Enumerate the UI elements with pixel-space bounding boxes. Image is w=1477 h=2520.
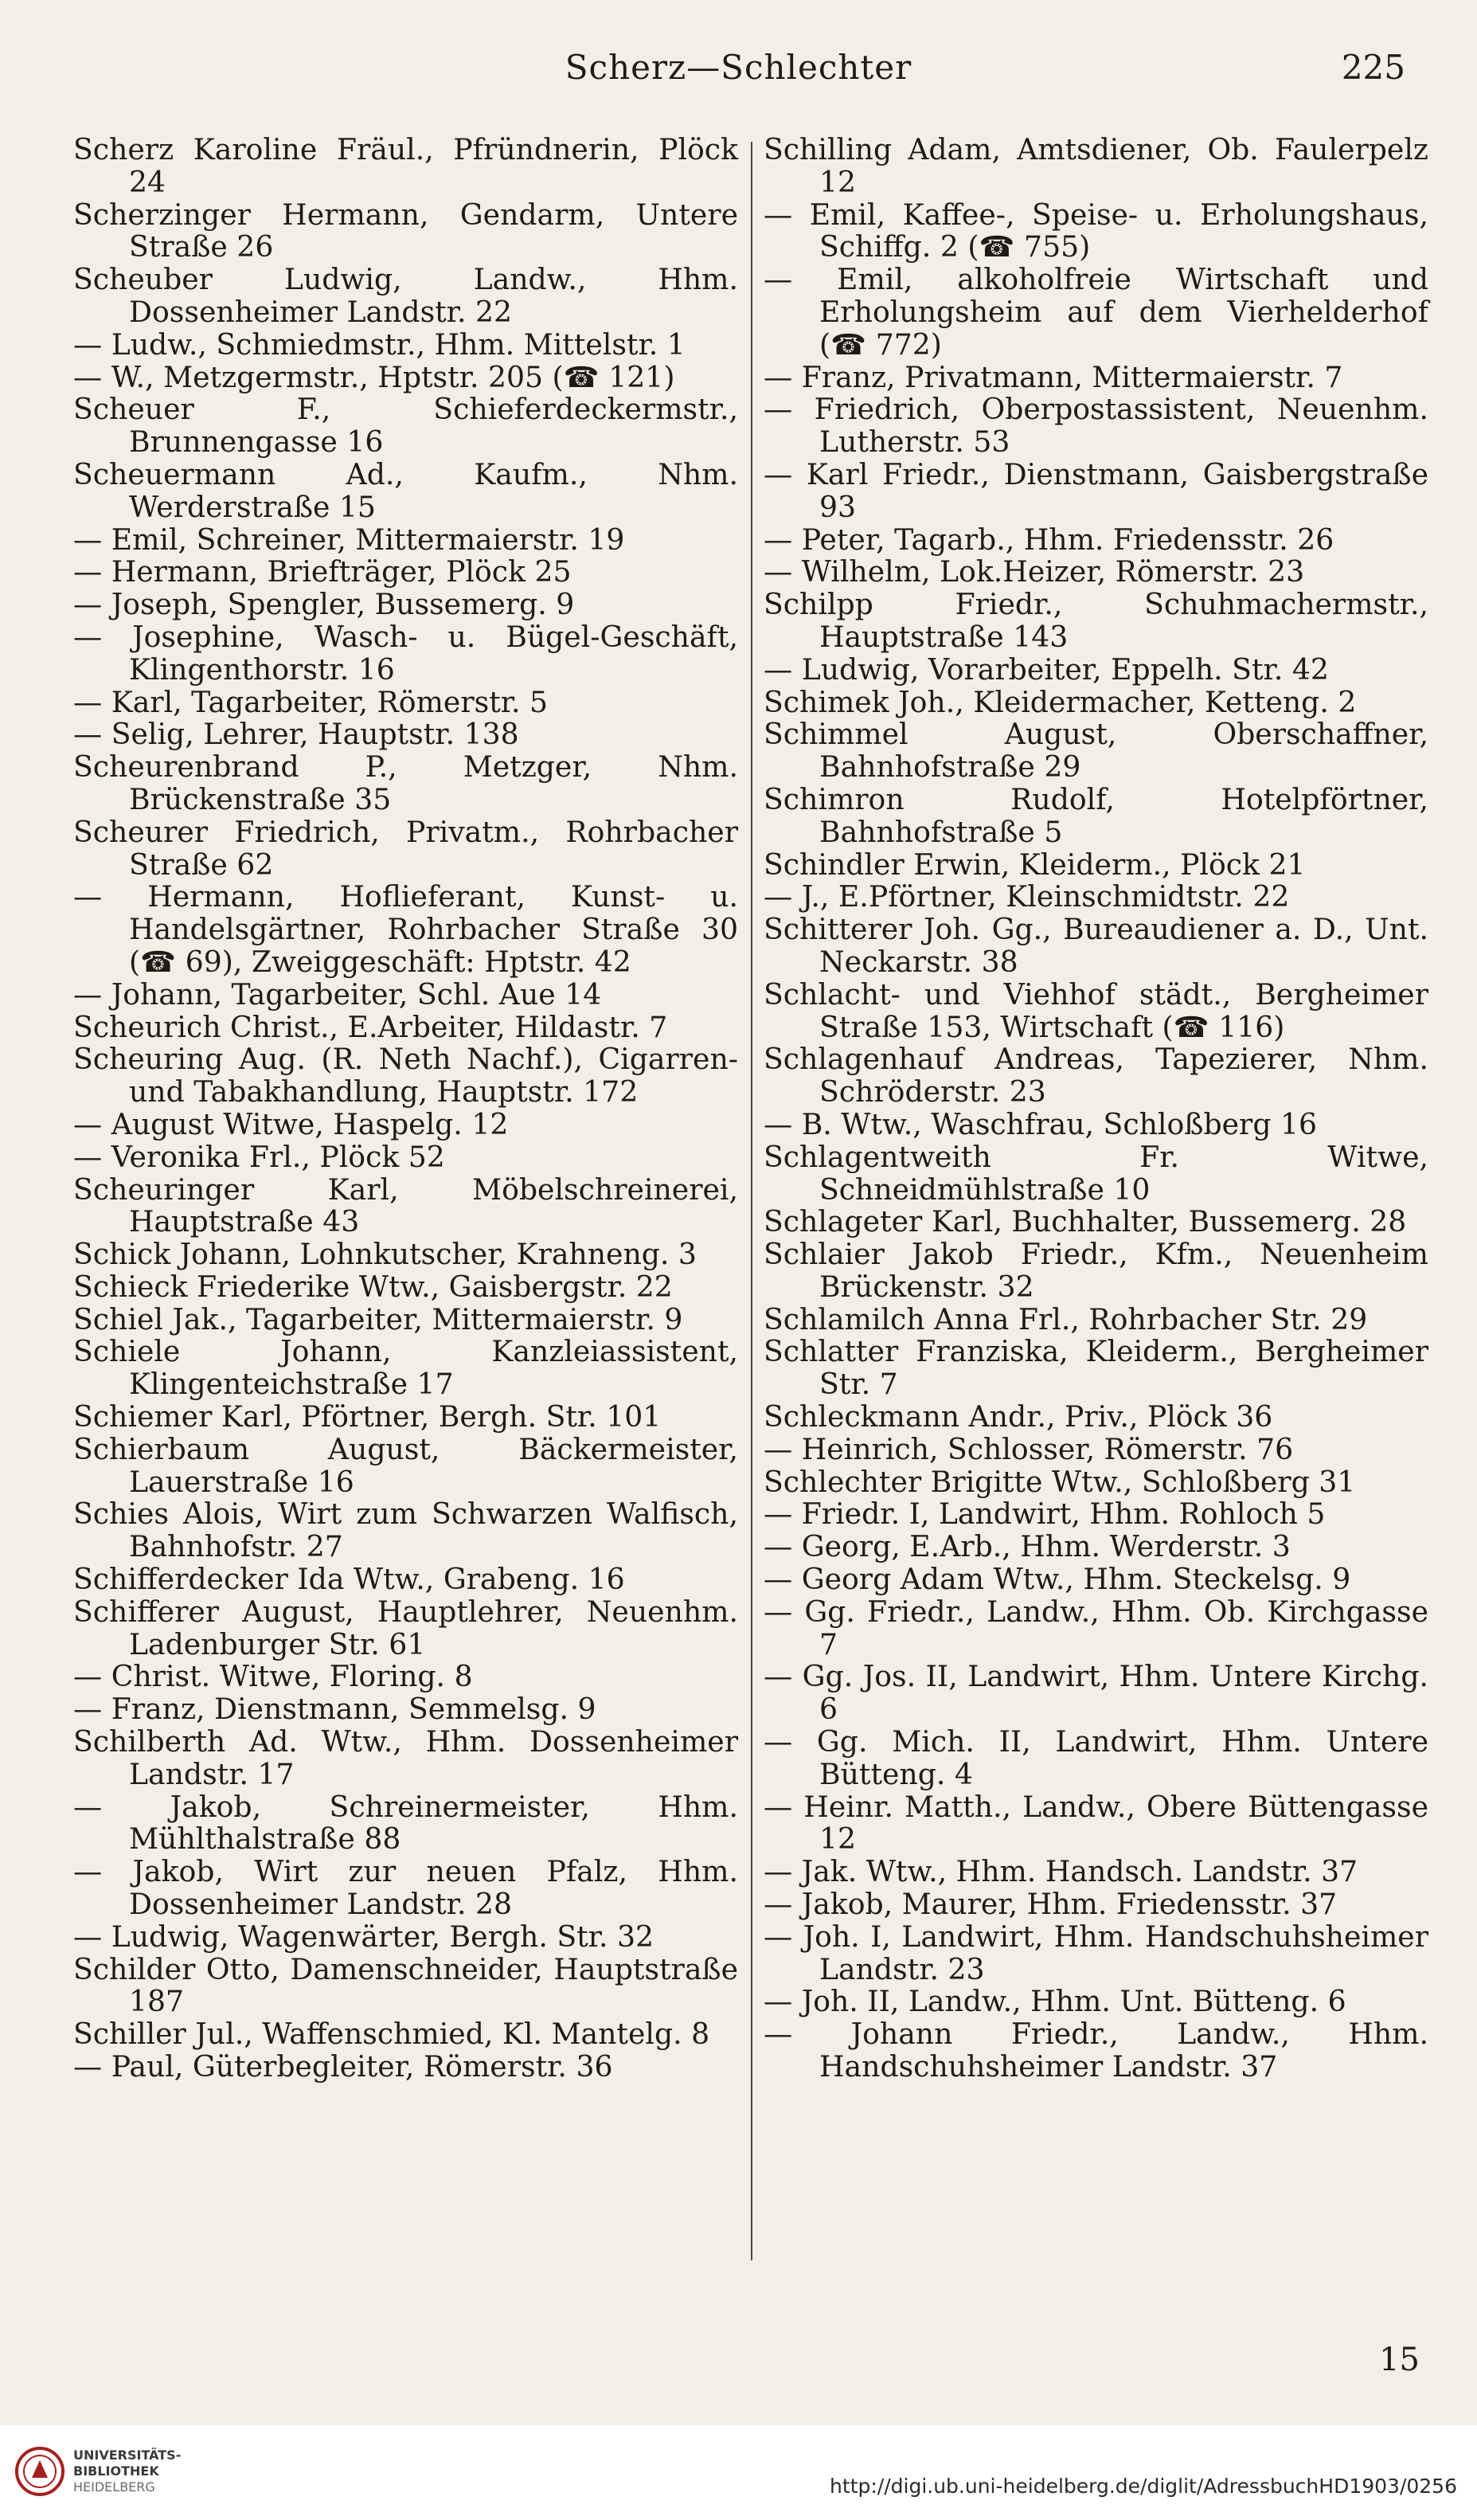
directory-entry: — Christ. Witwe, Floring. 8 <box>73 1659 473 1694</box>
logo-line-2: BIBLIOTHEK <box>73 2463 159 2479</box>
directory-entry: Scheurich Christ., E.Arbeiter, Hildastr. 7 <box>73 1009 668 1044</box>
directory-entry: Schiel Jak., Tagarbeiter, Mittermaierstr. 9 <box>73 1301 683 1336</box>
directory-entry: — Gg. Mich. II, Landwirt, Hhm. Untere Bütteng. 4 <box>764 1724 1428 1791</box>
directory-entry: — Emil, alkoholfreie Wirtschaft und Erholungsheim auf dem Vierhelderhof (☎ 772) <box>764 262 1428 362</box>
directory-entry: Schimmel August, Oberschaffner, Bahnhofstraße 29 <box>764 717 1428 785</box>
directory-entry: — B. Wtw., Waschfrau, Schloßberg 16 <box>764 1106 1318 1141</box>
directory-entry: Schitterer Joh. Gg., Bureaudiener a. D., Unt. Neckarstr. 38 <box>764 912 1428 979</box>
directory-entry: Schiele Johann, Kanzleiassistent, Klingenteichstraße 17 <box>73 1334 738 1402</box>
directory-entry: Scheurenbrand P., Metzger, Nhm. Brückenstraße 35 <box>73 749 738 816</box>
directory-entry: — Heinrich, Schlosser, Römerstr. 76 <box>764 1431 1294 1466</box>
directory-entry: Schierbaum August, Bäckermeister, Lauerstraße 16 <box>73 1431 738 1499</box>
directory-entry: Schimek Joh., Kleidermacher, Ketteng. 2 <box>764 684 1357 719</box>
directory-entry: — Ludwig, Wagenwärter, Bergh. Str. 32 <box>73 1919 654 1954</box>
directory-entry: Schick Johann, Lohnkutscher, Krahneng. 3 <box>73 1237 697 1272</box>
directory-entry: — Jakob, Schreinermeister, Hhm. Mühlthalstraße 88 <box>73 1789 738 1857</box>
directory-entry: — Veronika Frl., Plöck 52 <box>73 1139 445 1174</box>
logo-line-3: HEIDELBERG <box>73 2479 155 2495</box>
library-logo <box>14 2441 197 2505</box>
directory-entry: — Karl, Tagarbeiter, Römerstr. 5 <box>73 684 549 719</box>
directory-entry: — Paul, Güterbegleiter, Römerstr. 36 <box>73 2049 613 2084</box>
directory-entry: Schindler Erwin, Kleiderm., Plöck 21 <box>764 847 1306 882</box>
column-divider <box>751 142 752 2260</box>
source-url[interactable]: http://digi.ub.uni-heidelberg.de/diglit/AdressbuchHD1903/0256 <box>830 2475 1457 2498</box>
directory-entry: — Friedrich, Oberpostassistent, Neuenhm. Lutherstr. 53 <box>764 392 1428 460</box>
directory-entry: Schlechter Brigitte Wtw., Schloßberg 31 <box>764 1464 1356 1499</box>
directory-entry: Schlamilch Anna Frl., Rohrbacher Str. 29 <box>764 1301 1368 1336</box>
directory-entry: Scheuber Ludwig, Landw., Hhm. Dossenheimer Landstr. 22 <box>73 262 738 329</box>
directory-entry: — Franz, Dienstmann, Semmelsg. 9 <box>73 1692 596 1727</box>
directory-entry: Schieck Friederike Wtw., Gaisbergstr. 22 <box>73 1269 673 1304</box>
directory-entry: Schies Alois, Wirt zum Schwarzen Walfisch, Bahnhofstr. 27 <box>73 1497 738 1564</box>
directory-entry: — Karl Friedr., Dienstmann, Gaisbergstraße 93 <box>764 456 1428 524</box>
seal-icon <box>14 2441 65 2502</box>
directory-entry: Schlagenhauf Andreas, Tapezierer, Nhm. Schröderstr. 23 <box>764 1042 1428 1109</box>
directory-entry: — Emil, Schreiner, Mittermaierstr. 19 <box>73 522 625 557</box>
directory-entry: — Franz, Privatmann, Mittermaierstr. 7 <box>764 359 1343 394</box>
directory-entry: Scherzinger Hermann, Gendarm, Untere Straße 26 <box>73 197 738 264</box>
directory-entry: Schlageter Karl, Buchhalter, Bussemerg. 28 <box>764 1204 1407 1239</box>
directory-entry: Schlagentweith Fr. Witwe, Schneidmühlstraße 10 <box>764 1139 1428 1207</box>
directory-entry: — Jakob, Maurer, Hhm. Friedensstr. 37 <box>764 1887 1338 1922</box>
directory-entry: Scheuermann Ad., Kaufm., Nhm. Werderstraße 15 <box>73 456 738 524</box>
directory-entry: — Hermann, Briefträger, Plöck 25 <box>73 554 572 589</box>
directory-entry: — Friedr. I, Landwirt, Hhm. Rohloch 5 <box>764 1497 1326 1532</box>
directory-entry: Scheuer F., Schieferdeckermstr., Brunnengasse 16 <box>73 392 738 460</box>
directory-entry: Schilpp Friedr., Schuhmachermstr., Hauptstraße 143 <box>764 587 1428 654</box>
directory-entry: Schifferdecker Ida Wtw., Grabeng. 16 <box>73 1562 625 1597</box>
right-column <box>764 134 1428 2084</box>
directory-columns <box>73 132 1428 2284</box>
directory-entry: — Emil, Kaffee-, Speise- u. Erholungshaus, Schiffg. 2 (☎ 755) <box>764 197 1428 264</box>
directory-entry: — Joh. II, Landw., Hhm. Unt. Bütteng. 6 <box>764 1984 1346 2019</box>
directory-entry: — Gg. Jos. II, Landwirt, Hhm. Untere Kirchg. 6 <box>764 1659 1428 1727</box>
directory-entry: — Josephine, Wasch- u. Bügel-Geschäft, Klingenthorstr. 16 <box>73 619 738 687</box>
directory-entry: Schiemer Karl, Pförtner, Bergh. Str. 101 <box>73 1399 662 1434</box>
directory-entry: — Jakob, Wirt zur neuen Pfalz, Hhm. Dossenheimer Landstr. 28 <box>73 1854 738 1922</box>
directory-entry: — Johann Friedr., Landw., Hhm. Handschuhsheimer Landstr. 37 <box>764 2017 1428 2084</box>
footer-bar <box>0 2425 1477 2520</box>
directory-entry: — Selig, Lehrer, Hauptstr. 138 <box>73 717 519 752</box>
left-column <box>73 134 738 2084</box>
directory-entry: — W., Metzgermstr., Hptstr. 205 (☎ 121) <box>73 359 675 394</box>
page-number: 225 <box>1341 48 1405 87</box>
header-title: Scherz—Schlechter <box>565 48 912 87</box>
directory-entry: — Georg, E.Arb., Hhm. Werderstr. 3 <box>764 1529 1291 1564</box>
directory-entry: Schiller Jul., Waffenschmied, Kl. Mantelg. 8 <box>73 2017 710 2052</box>
directory-entry: — Wilhelm, Lok.Heizer, Römerstr. 23 <box>764 554 1305 589</box>
directory-entry: — J., E.Pförtner, Kleinschmidtstr. 22 <box>764 879 1290 914</box>
directory-entry: — Heinr. Matth., Landw., Obere Büttengasse 12 <box>764 1789 1428 1857</box>
directory-entry: — August Witwe, Haspelg. 12 <box>73 1106 509 1141</box>
directory-entry: Scherz Karoline Fräul., Pfründnerin, Plöck 24 <box>73 132 738 199</box>
directory-entry: — Ludw., Schmiedmstr., Hhm. Mittelstr. 1 <box>73 327 686 362</box>
directory-entry: — Joseph, Spengler, Bussemerg. 9 <box>73 587 575 622</box>
directory-entry: — Hermann, Hoflieferant, Kunst- u. Handelsgärtner, Rohrbacher Straße 30 (☎ 69), Zweiggeschäft: Hptstr. 42 <box>73 879 738 979</box>
directory-entry: — Gg. Friedr., Landw., Hhm. Ob. Kirchgasse 7 <box>764 1594 1428 1661</box>
directory-entry: Schimron Rudolf, Hotelpförtner, Bahnhofstraße 5 <box>764 781 1428 849</box>
directory-entry: — Jak. Wtw., Hhm. Handsch. Landstr. 37 <box>764 1854 1358 1889</box>
directory-entry: Schifferer August, Hauptlehrer, Neuenhm. Ladenburger Str. 61 <box>73 1594 738 1661</box>
sheet-number: 15 <box>1379 2342 1420 2378</box>
directory-entry: Scheurer Friedrich, Privatm., Rohrbacher Straße 62 <box>73 814 738 882</box>
directory-entry: — Ludwig, Vorarbeiter, Eppelh. Str. 42 <box>764 652 1329 687</box>
directory-entry: — Georg Adam Wtw., Hhm. Steckelsg. 9 <box>764 1562 1351 1597</box>
directory-entry: — Joh. I, Landwirt, Hhm. Handschuhsheimer Landstr. 23 <box>764 1919 1428 1986</box>
directory-entry: — Johann, Tagarbeiter, Schl. Aue 14 <box>73 976 602 1012</box>
directory-entry: Schlaier Jakob Friedr., Kfm., Neuenheim Brückenstr. 32 <box>764 1237 1428 1304</box>
directory-entry: Schilberth Ad. Wtw., Hhm. Dossenheimer Landstr. 17 <box>73 1724 738 1791</box>
logo-line-1: UNIVERSITÄTS- <box>73 2448 182 2463</box>
directory-entry: Scheuringer Karl, Möbelschreinerei, Hauptstraße 43 <box>73 1172 738 1239</box>
directory-entry: Schilder Otto, Damenschneider, Hauptstraße 187 <box>73 1951 738 2019</box>
directory-entry: Schleckmann Andr., Priv., Plöck 36 <box>764 1399 1273 1434</box>
directory-entry: Schlacht- und Viehhof städt., Bergheimer Straße 153, Wirtschaft (☎ 116) <box>764 976 1428 1044</box>
directory-entry: Scheuring Aug. (R. Neth Nachf.), Cigarren- und Tabakhandlung, Hauptstr. 172 <box>73 1042 738 1109</box>
directory-entry: — Peter, Tagarb., Hhm. Friedensstr. 26 <box>764 522 1334 557</box>
directory-entry: Schilling Adam, Amtsdiener, Ob. Faulerpelz 12 <box>764 132 1428 199</box>
running-header <box>72 48 1405 96</box>
directory-entry: Schlatter Franziska, Kleiderm., Bergheimer Str. 7 <box>764 1334 1428 1402</box>
